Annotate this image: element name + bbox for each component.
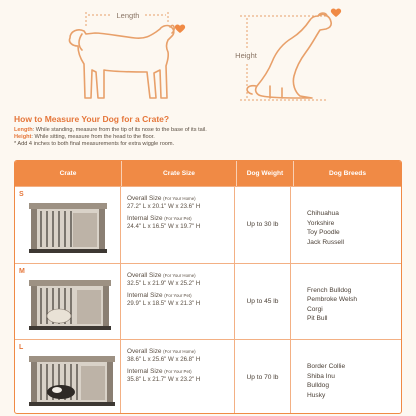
size-table bbox=[14, 160, 402, 414]
dog-weight-cell: Up to 30 lb bbox=[235, 187, 291, 263]
overall-size-value: 27.2" L x 20.1" W x 23.6" H bbox=[127, 203, 201, 210]
crate-size-cell: Overall Size (For Your Home) 27.2" L x 20.1" W x 23.6" H Internal Size (For Your Pet) 24.4" L x 16.5" W x 19.7" H bbox=[121, 187, 235, 263]
crate-cell bbox=[15, 340, 121, 414]
dog-weight-cell: Up to 45 lb bbox=[235, 264, 291, 340]
dog-illustrations bbox=[0, 0, 416, 112]
table-row bbox=[15, 186, 401, 263]
crate-image bbox=[27, 199, 109, 257]
table-row bbox=[15, 263, 401, 340]
crate-image bbox=[27, 276, 113, 334]
size-letter: S bbox=[19, 191, 24, 198]
internal-size-value: 35.8" L x 21.7" W x 23.2" H bbox=[127, 376, 201, 383]
header-crate: Crate bbox=[15, 161, 122, 186]
crate-size-cell: Overall Size (For Your Home) 32.5" L x 21.9" W x 25.2" H Internal Size (For Your Pet) 29.9" L x 18.5" W x 21.3" H bbox=[121, 264, 235, 340]
height-note: Height: While sitting, measure from the head to the floor. bbox=[14, 134, 155, 141]
extra-note: * Add 4 inches to both final measurements for extra wiggle room. bbox=[14, 141, 175, 148]
crate-image bbox=[27, 352, 117, 410]
dog-breeds-cell: Border Collie Shiba Inu Bulldog Husky bbox=[307, 363, 346, 399]
length-label: Length bbox=[116, 11, 140, 20]
measurement-notes bbox=[14, 127, 404, 149]
crate-cell bbox=[15, 187, 121, 263]
crate-size-cell: Overall Size (For Your Home) 38.6" L x 25.6" W x 26.8" H Internal Size (For Your Pet) 35.8" L x 21.7" W x 23.2" H bbox=[121, 340, 235, 414]
dog-weight-cell: Up to 70 lb bbox=[235, 340, 291, 414]
length-note: Length: While standing, measure from the tip of its nose to the base of its tail. bbox=[14, 127, 207, 133]
overall-size-value: 38.6" L x 25.6" W x 26.8" H bbox=[127, 356, 201, 363]
header-dog-weight: Dog Weight bbox=[237, 161, 294, 186]
header-dog-breeds: Dog Breeds bbox=[328, 170, 366, 177]
dog-breeds-cell: French Bulldog Pembroke Welsh Corgi Pit Bull bbox=[307, 286, 358, 322]
heart-icon bbox=[175, 25, 185, 33]
sitting-dog-illustration bbox=[247, 13, 331, 98]
table-row bbox=[15, 339, 401, 414]
size-letter: L bbox=[19, 344, 24, 351]
header-crate-size: Crate Size bbox=[122, 161, 237, 186]
heart-icon bbox=[331, 9, 341, 17]
table-header bbox=[15, 161, 401, 186]
size-letter: M bbox=[19, 267, 25, 275]
internal-size-value: 24.4" L x 16.5" W x 19.7" H bbox=[127, 223, 201, 230]
standing-dog-illustration bbox=[69, 25, 174, 98]
overall-size-value: 32.5" L x 21.9" W x 25.2" H bbox=[127, 279, 201, 287]
crate-cell bbox=[15, 264, 121, 340]
internal-size-value: 29.9" L x 18.5" W x 21.3" H bbox=[127, 299, 201, 307]
height-label: Height bbox=[235, 51, 257, 60]
dog-breeds-cell: Chihuahua Yorkshire Toy Poodle Jack Russell bbox=[307, 210, 345, 246]
section-heading: How to Measure Your Dog for a Crate? bbox=[14, 114, 170, 124]
